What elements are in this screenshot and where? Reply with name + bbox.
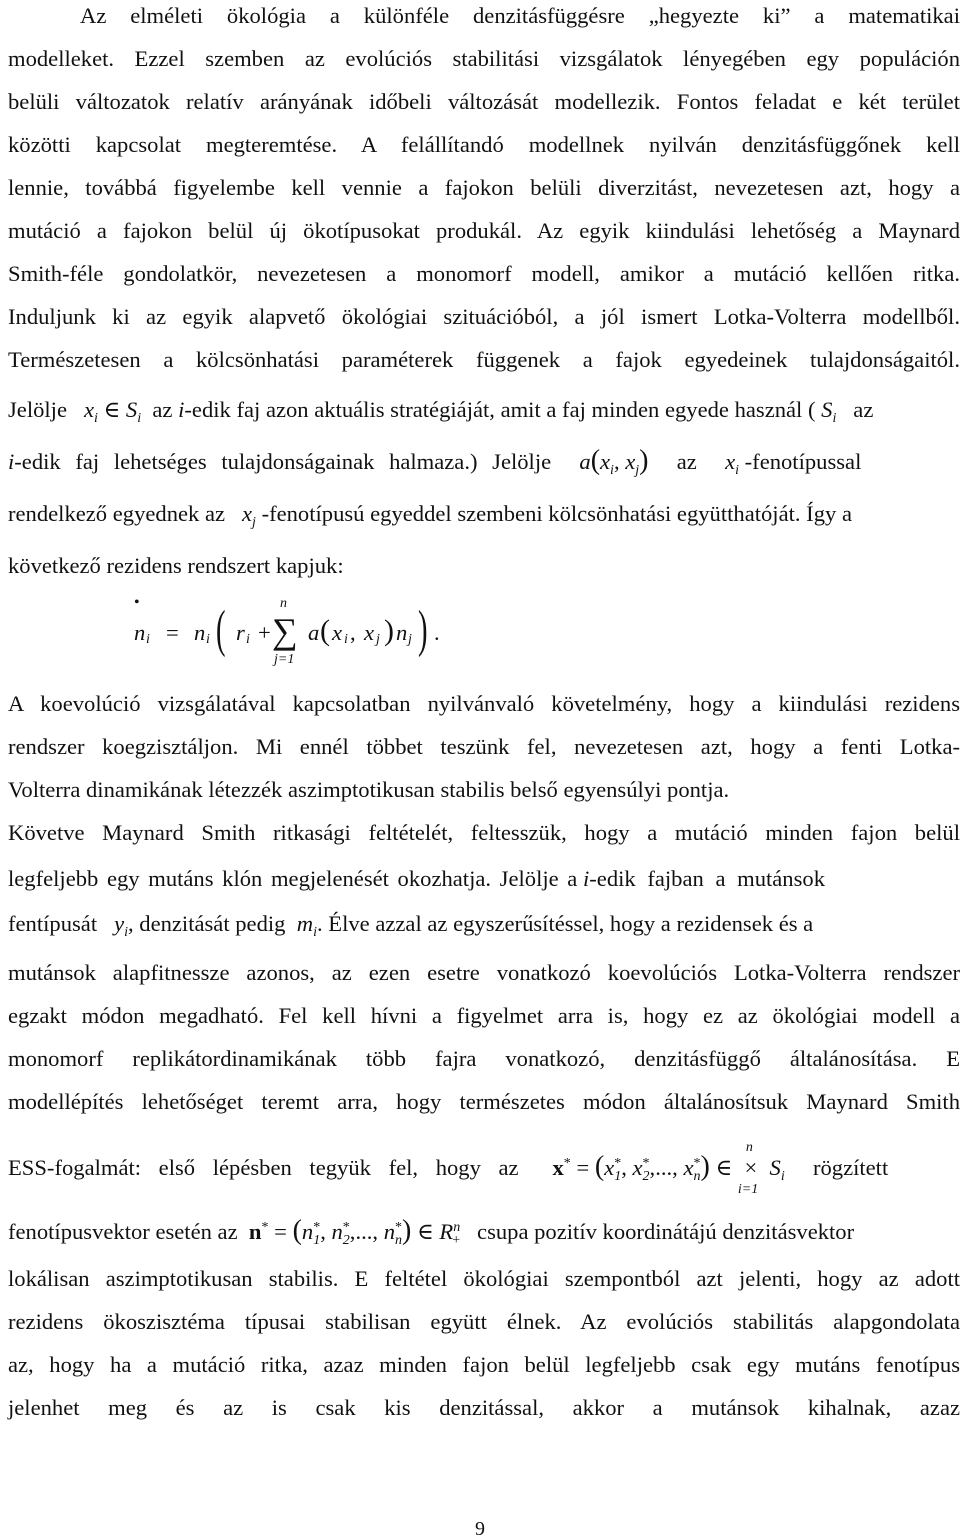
text-line: lennie, továbbá figyelembe kell vennie a fajokon belüli diverzitást, nevezetesen azt, hogy a	[8, 175, 960, 200]
text-line: Követve Maynard Smith ritkasági feltételét, feltesszük, hogy a mutáció minden fajon belül	[8, 820, 960, 845]
text-line: jelenhet meg és az is csak kis denzitással, akkor a mutánsok kihalnak, azaz	[8, 1395, 960, 1420]
text-line-math: ESS-fogalmát: első lépésben tegyük fel, hogy az $x^* = (x^*_1$, $x^*_2$,..., $x^*_n$) ∈ n × i=1 $S_i$ rögzített	[8, 1140, 889, 1197]
text-line: modelleket. Ezzel szemben az evolúciós stabilitási vizsgálatok lényegében egy populáción	[8, 46, 960, 71]
text-line-math: fenotípusvektor esetén az $n^* = (n^*_1$, $n^*_2$,..., $n^*_n$) ∈ $R^n_+$ csupa pozitív koordinátájú denzitásvektor	[8, 1215, 855, 1248]
text-line-math: fentípusát $y_i$, denzitását pedig $m_i$. Élve azzal az egyszerűsítéssel, hogy a rezidensek és a	[8, 911, 814, 940]
text-line: közötti kapcsolat megteremtése. A felállítandó modellnek nyilván denzitásfüggőnek kell	[8, 132, 960, 157]
text-line-math: i-edik faj lehetséges tulajdonságainak halmaza.) Jelölje $a(x_i$, $x_j$) az $x_i$ -fenotípussal	[8, 445, 862, 478]
display-equation: • n i = n i ( r i + n ∑ j=1 a ( x i , x j ) n j ) .	[134, 594, 440, 667]
text-line: Smith-féle gondolatkör, nevezetesen a monomorf modell, amikor a mutáció kellően ritka.	[8, 261, 960, 286]
text-line: lokálisan aszimptotikusan stabilis. E feltétel ökológiai szempontból azt jelenti, hogy az adott	[8, 1266, 960, 1291]
text-line: következő rezidens rendszert kapjuk:	[8, 553, 344, 578]
text-line: egzakt módon megadható. Fel kell hívni a figyelmet arra is, hogy ez az ökológiai modell a	[8, 1003, 960, 1028]
page-number: 9	[475, 1518, 485, 1540]
text-line: belüli változatok relatív arányának időbeli változását modellezik. Fontos feladat e két terület	[8, 89, 960, 114]
text-line: rezidens ökoszisztéma típusai stabilisan együtt élnek. Az evolúciós stabilitás alapgondolata	[8, 1309, 960, 1334]
text-line: Természetesen a kölcsönhatási paraméterek függenek a fajok egyedeinek tulajdonságaitól.	[8, 347, 960, 372]
text-line: az, hogy ha a mutáció ritka, azaz minden fajon belül legfeljebb csak egy mutáns fenotípus	[8, 1352, 960, 1377]
text-line-math: rendelkező egyednek az $x_j$ -fenotípusú egyeddel szembeni kölcsönhatási együtthatóját. Így a	[8, 501, 852, 530]
text-line: Induljunk ki az egyik alapvető ökológiai szituációból, a jól ismert Lotka-Volterra modellből.	[8, 304, 960, 329]
text-line: modellépítés lehetőséget teremt arra, hogy természetes módon általánosítsuk Maynard Smith	[8, 1089, 960, 1114]
text-line: monomorf replikátordinamikának több fajra vonatkozó, denzitásfüggő általánosítása. E	[8, 1046, 960, 1071]
text-line: Az elméleti ökológia a különféle denzitásfüggésre „hegyezte ki” a matematikai	[80, 3, 960, 28]
text-line: A koevolúció vizsgálatával kapcsolatban nyilvánvaló követelmény, hogy a kiindulási rezidens	[8, 691, 960, 716]
text-line: mutánsok alapfitnessze azonos, az ezen esetre vonatkozó koevolúciós Lotka-Volterra rendszer	[8, 960, 960, 985]
text-line: Volterra dinamikának létezzék aszimptotikusan stabilis belső egyensúlyi pontja.	[8, 777, 730, 802]
text-line: rendszer koegzisztáljon. Mi ennél többet teszünk fel, nevezetesen azt, hogy a fenti Lotka-	[8, 734, 960, 759]
text-line-math: legfeljebb egy mutáns klón megjelenését okozhatja. Jelölje a i-edik fajban a mutánsok	[8, 866, 825, 891]
text-line: mutáció a fajokon belül új ökotípusokat produkál. Az egyik kiindulási lehetőség a Maynard	[8, 218, 960, 243]
text-line-math: Jelölje $x_i$ ∈ $S_i$ az i-edik faj azon aktuális stratégiáját, amit a faj minden egyede használ ( $S_i$ az	[8, 397, 874, 426]
